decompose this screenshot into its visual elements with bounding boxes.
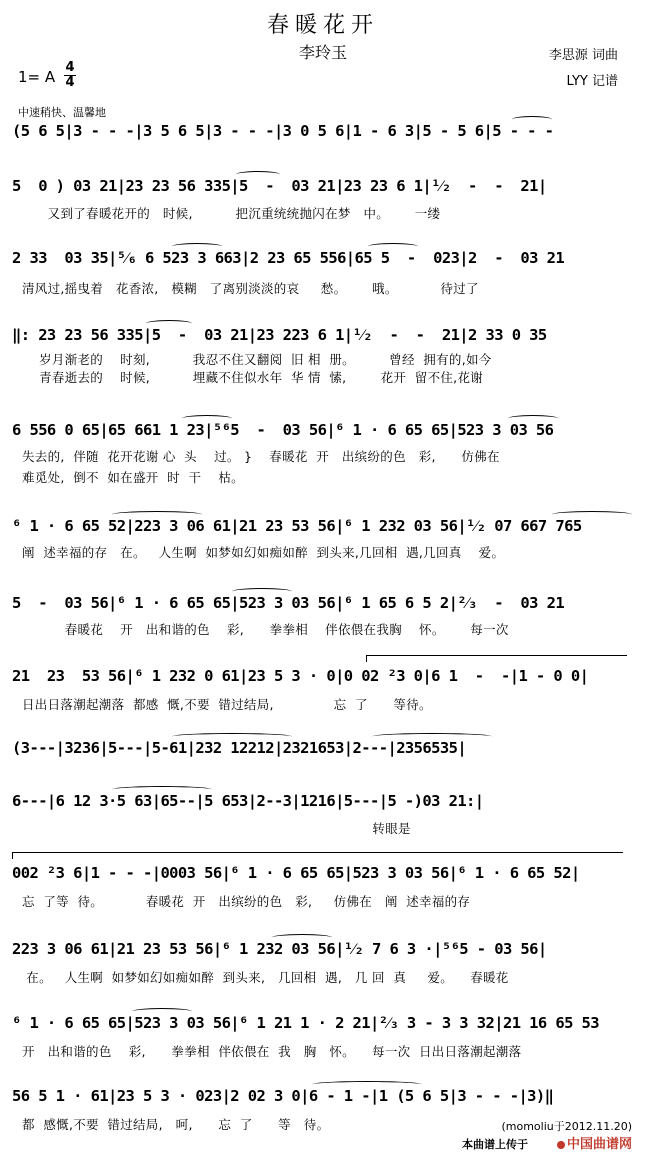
lyrics-line: 日出日落潮起潮落 都感 慨,不要 错过结局, 忘 了 等待。	[22, 697, 432, 712]
site-logo[interactable]	[557, 1133, 632, 1152]
song-title: 春暖花开	[266, 13, 379, 38]
notes-line: ⁶ 1 · 6 65 65|523 3 03 56|⁶ 1 21 1 · 2 21|²⁄₃ 3 - 3 3 32|21 16 65 53	[12, 1014, 600, 1032]
notes-line: 56 5 1 · 61|23 5 3 · 023|2 02 3 0|6 - 1 -|1 (5 6 5|3 - - -|3)‖	[12, 1087, 554, 1105]
lyrics-line: 忘 了等 待。 春暖花 开 出缤纷的色 彩, 仿佛在 阐 述幸福的存	[22, 894, 471, 909]
lyrics-line: 难觅处, 倒不 如在盛开 时 干 枯。	[22, 470, 244, 485]
lyrics-line: 岁月渐老的 时刻, 我忍不住又翻阅 旧 相 册。 曾经 拥有的,如今	[22, 352, 492, 367]
upload-note: 本曲谱上传于	[462, 1138, 528, 1151]
notes-line: 5 0 ) 03 21|23 23 56 335|5 - 03 21|23 23 6 1|¹⁄₂ - - 21|	[12, 177, 547, 195]
time-signature-top: 4	[65, 60, 75, 75]
time-signature-bottom: 4	[65, 75, 75, 90]
notes-line: 21 23 53 56|⁶ 1 232 0 61|23 5 3 · 0|0 02 ²3 0|6 1 - -|1 - 0 0|	[12, 667, 589, 685]
singer-name: 李玲玉	[298, 43, 347, 62]
notes-line: 6 556 0 65|65 661 1 23|⁵⁶5 - 03 56|⁶ 1 · 6 65 65|523 3 03 56	[12, 421, 554, 439]
notes-line: 2 33 03 35|⁵⁄₆ 6 523 3 663|2 23 65 556|65 5 - 023|2 - 03 21	[12, 249, 565, 267]
lyrics-line: 失去的, 伴随 花开花谢 心 头 过。 } 春暖花 开 出缤纷的色 彩, 仿佛在	[22, 449, 500, 464]
site-logo-text: 中国曲谱网	[566, 1137, 632, 1152]
notes-line: ‖: 23 23 56 335|5 - 03 21|23 223 6 1|¹⁄₂ - - 21|2 33 0 35	[12, 326, 547, 344]
notes-line: 223 3 06 61|21 23 53 56|⁶ 1 232 03 56|¹⁄₂ 7 6 3 ·|⁵⁶5 - 03 56|	[12, 940, 547, 958]
notes-line: 6---|6 12 3·5 63|65--|5 653|2--3|1216|5---|5 -)03 21:|	[12, 792, 484, 810]
time-signature	[64, 62, 76, 89]
lyrics-line: 转眼是	[22, 821, 411, 836]
logo-dot-icon	[557, 1141, 565, 1149]
lyrics-line: 开 出和谐的色 彩, 拳拳相 伴依偎在 我 胸 怀。 每一次 日出日落潮起潮落	[22, 1044, 522, 1059]
signature: (momoliu于2012.11.20)	[501, 1120, 632, 1133]
lyrics-line: 春暖花 开 出和谐的色 彩, 拳拳相 伴依偎在我胸 怀。 每一次	[22, 622, 509, 637]
lyrics-line: 青春逝去的 时候, 埋藏不住似水年 华 情 愫, 花开 留不住,花谢	[22, 370, 484, 385]
credits-lyrics-music: 李思源 词曲	[548, 48, 618, 63]
notes-line: (5 6 5|3 - - -|3 5 6 5|3 - - -|3 0 5 6|1 - 6 3|5 - 5 6|5 - - -	[12, 122, 554, 140]
lyrics-line: 在。 人生啊 如梦如幻如痴如醉 到头来, 几回相 遇, 几 回 真 爱。 春暖花	[22, 970, 509, 985]
lyrics-line: 清风过,摇曳着 花香浓, 模糊 了离别淡淡的哀 愁。 哦。 待过了	[22, 281, 479, 296]
notes-line: 5 - 03 56|⁶ 1 · 6 65 65|523 3 03 56|⁶ 1 65 6 5 2|²⁄₃ - 03 21	[12, 594, 565, 612]
lyrics-line: 阐 述幸福的存 在。 人生啊 如梦如幻如痴如醉 到头来,几回相 遇,几回真 爱。	[22, 545, 505, 560]
notes-line: (3---|3236|5---|5-61|232 12212|2321653|2---|2356535|	[12, 739, 467, 757]
notes-line: 002 ²3 6|1 - - -|0003 56|⁶ 1 · 6 65 65|523 3 03 56|⁶ 1 · 6 65 52|	[12, 864, 580, 882]
tempo-marking: 中速稍快、温馨地	[18, 106, 106, 119]
lyrics-line: 又到了春暖花开的 时候, 把沉重统统抛闪在梦 中。 一缕	[22, 206, 441, 221]
notes-line: ⁶ 1 · 6 65 52|223 3 06 61|21 23 53 56|⁶ 1 232 03 56|¹⁄₂ 07 667 765	[12, 517, 582, 535]
key-signature: 1= A	[18, 68, 56, 86]
credits-notation: LYY 记谱	[566, 74, 618, 89]
lyrics-line: 都 感慨,不要 错过结局, 呵, 忘 了 等 待。	[22, 1117, 330, 1132]
